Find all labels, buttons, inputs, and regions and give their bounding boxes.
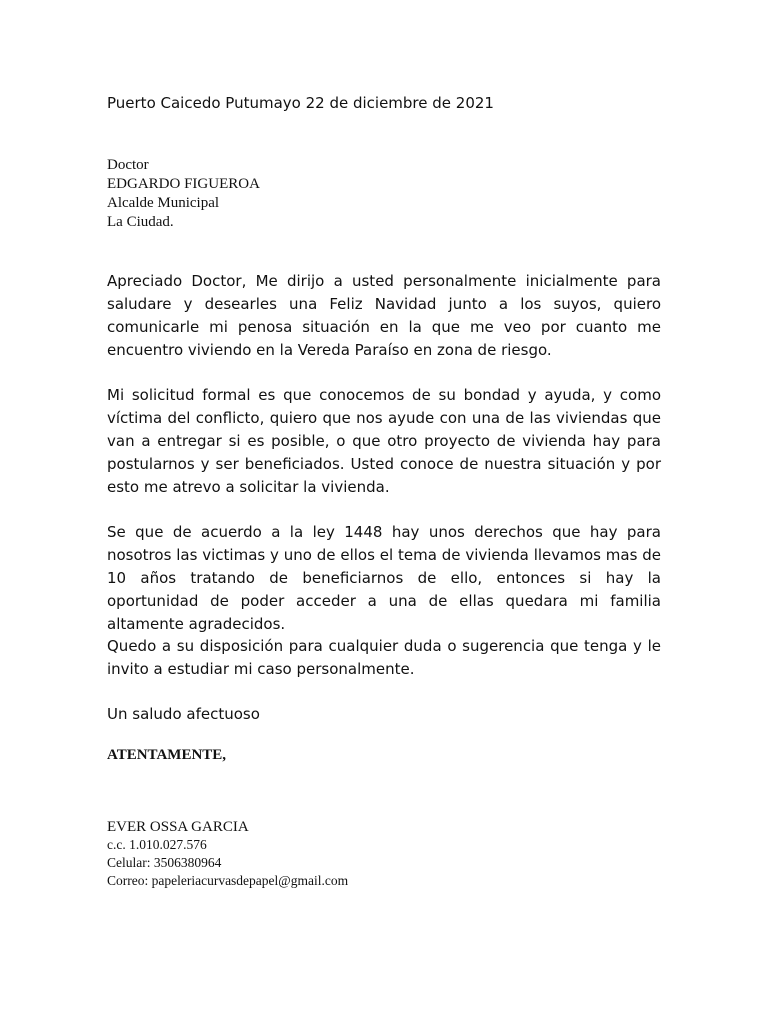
body-paragraph-3: Se que de acuerdo a la ley 1448 hay unos derechos que hay para nosotros las victimas y uno de ellos el tema de vivienda llevamos mas de 10 años tratando de beneficiarnos de ello, entonces si hay la oportunidad de poder acceder a una de ellas quedara mi familia altamente agradecidos. — [107, 523, 661, 633]
sender-name: EVER OSSA GARCIA — [107, 819, 249, 835]
sender-id: c.c. 1.010.027.576 — [107, 837, 207, 852]
sender-phone: Celular: 3506380964 — [107, 855, 222, 870]
recipient-title: Doctor — [107, 157, 149, 173]
sender-block — [107, 818, 348, 890]
recipient-block — [107, 156, 260, 232]
letter-dateline: Puerto Caicedo Putumayo 22 de diciembre de 2021 — [107, 94, 494, 112]
body-paragraph-1: Apreciado Doctor, Me dirijo a usted personalmente inicialmente para saludare y desearles una Feliz Navidad junto a los suyos, quiero comunicarle mi penosa situación en la que me veo por cuanto me encuentro viviendo en la Vereda Paraíso en zona de riesgo. — [107, 272, 661, 359]
body-paragraph-2: Mi solicitud formal es que conocemos de su bondad y ayuda, y como víctima del conflicto, quiero que nos ayude con una de las viviendas que van a entregar si es posible, o que otro proyecto de vivienda hay para postularnos y ser beneficiados. Usted conoce de nuestra situación y por esto me atrevo a solicitar la vivienda. — [107, 386, 661, 496]
recipient-position: Alcalde Municipal — [107, 195, 220, 211]
recipient-name: EDGARDO FIGUEROA — [107, 176, 260, 192]
closing-line: Un saludo afectuoso — [107, 705, 260, 723]
recipient-city: La Ciudad. — [107, 214, 174, 230]
body-paragraph-4: Quedo a su disposición para cualquier duda o sugerencia que tenga y le invito a estudiar mi caso personalmente. — [107, 637, 661, 678]
sender-email: Correo: papeleriacurvasdepapel@gmail.com — [107, 873, 349, 888]
sign-off: ATENTAMENTE, — [107, 747, 227, 763]
